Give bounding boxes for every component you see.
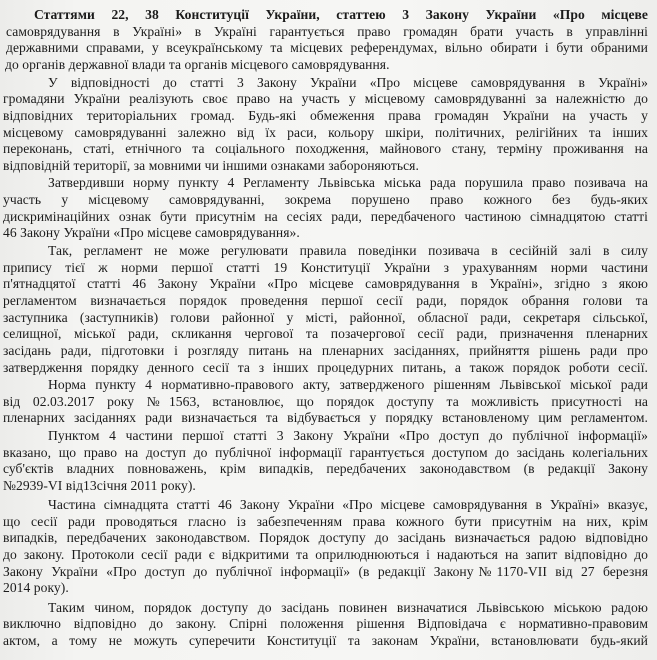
doc-line: п'ятнадцятої статті 46 Закону України «Про місцеве самоврядування в Україні», згідно з якою: [3, 276, 648, 292]
doc-line: Так, регламент не може регулювати правила поведінки позивача в сесійній залі в силу: [48, 242, 648, 258]
doc-line: суб'єктів владних повноважень, крім випадків, передбачених законодавством (в редакції Закону: [3, 461, 648, 477]
doc-line: участь у місцевому самоврядуванні, зокрема порушено право кожного без будь-яких: [3, 192, 648, 207]
doc-line: самоврядування в Україні» в Україні гарантується право громадян брати участь в управлінні: [6, 23, 648, 39]
doc-line: регламентом визначається порядок проведення першої сесії ради, порядок обрання голови та: [3, 292, 648, 308]
doc-line: У відповідності до статті 3 Закону України «Про місцеве самоврядування в Україні»: [48, 74, 648, 90]
doc-line: Закону України «Про доступ до публічної інформації» (в редакції Закону№1170-VII від 27 березня: [3, 563, 648, 579]
doc-line: 2014 року).: [3, 580, 69, 596]
doc-line: дискримінаційних ознак бути присутнім на сесіях ради, передбаченого частиною сімнадцятою статті: [3, 208, 648, 224]
doc-line: громадяни України реалізують своє право на участь у місцевому самоврядуванні за належністю до: [3, 91, 648, 107]
doc-line: Норма пункту 4 нормативно-правового акту, затвердженого рішенням Львівської міської ради: [48, 377, 648, 392]
doc-line: від 02.03.2017 року №1563, встановлює, що порядок доступу та можливість присутності на: [3, 393, 648, 409]
doc-line: засідань ради, підготовки і розгляду питань на пленарних засіданнях, прийняття рішень ради про: [3, 342, 648, 358]
doc-line: затвердження порядку денного сесії та з інших процедурних питань, а також порядок роботи сесії.: [3, 359, 648, 375]
doc-line: Статтями 22, 38 Конституції України, статтею 3 Закону України «Про місцеве: [34, 7, 648, 22]
doc-line: селищної, міської ради, скликання чергової та позачергової сесії ради, призначення пленарних: [3, 326, 648, 342]
doc-line: Частина сімнадцята статті 46 Закону України «Про місцеве самоврядування в Україні» вказує,: [48, 497, 648, 513]
doc-line: заступника (заступників) голови районної у місті, районної, обласної ради, секретаря сільської,: [3, 309, 648, 325]
doc-line: припису тієї ж норми першої статті 19 Конституції України з урахуванням норми частини: [3, 259, 648, 275]
doc-line: Затвердивши норму пункту 4 Регламенту Львівська міська рада порушила право позивача на: [48, 175, 648, 191]
doc-line: актом, а тому не можуть суперечити Конституції та законам України, встановлювати будь-який: [3, 633, 648, 648]
doc-line: 46 Закону України «Про місцеве самоврядування».: [3, 225, 300, 241]
doc-line: державними справами, у всеукраїнському та місцевих референдумах, вільно обирати і бути обраними: [6, 40, 648, 56]
doc-line: пленарних засіданнях ради визначається та відбувається у порядку встановленому цим регламентом.: [3, 410, 648, 426]
doc-line: що сесії ради проводяться гласно із забезпеченням права кожного бути присутнім на них, крім: [3, 513, 648, 529]
doc-line: відповідних територіальних громад. Будь-які обмеження права громадян України на участь у: [3, 107, 648, 123]
doc-line: переконань, статі, етнічного та соціального походження, майнового стану, терміну проживання на: [3, 141, 648, 157]
doc-line: відповідній території, за мовними чи іншими ознаками забороняються.: [3, 157, 419, 173]
doc-line: до органів державної влади та органів місцевого самоврядування.: [5, 57, 390, 72]
doc-line: Пунктом 4 частини першої статті 3 Закону України «Про доступ до публічної інформації»: [48, 427, 648, 443]
doc-line: №2939-VI від13січня 2011 року).: [3, 477, 196, 493]
doc-line: до закону. Протоколи сесії ради є відкритими та оприлюднюються і надаються на запит відповідно до: [3, 547, 648, 563]
doc-line: Таким чином, порядок доступу до засідань повинен визначатися Львівською міською радою: [48, 599, 648, 615]
doc-line: виключно відповідно до закону. Спірні положення рішення Відповідача є нормативно-правовим: [3, 616, 648, 632]
doc-line: вказано, що право на доступ до публічної інформації гарантується доступом до засідань колегіальних: [3, 444, 648, 460]
doc-line: місцевому самоврядуванні залежно від їх раси, кольору шкіри, політичних, релігійних та інших: [3, 124, 648, 140]
doc-line: випадків, передбачених законодавством. Порядок доступу до засідань визначається радою відповідно: [3, 530, 648, 546]
